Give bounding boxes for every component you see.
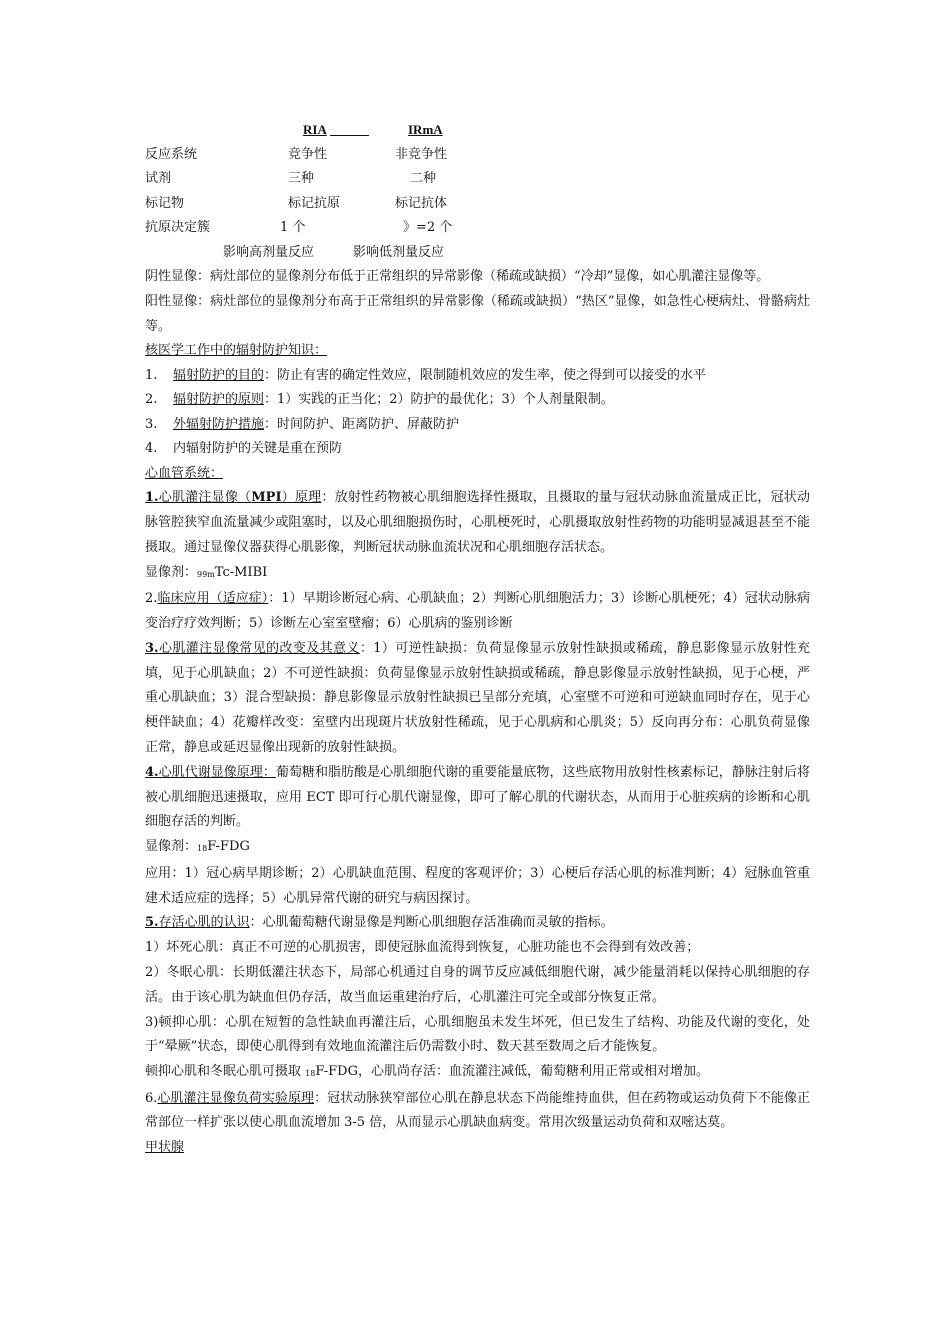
agent-isotope: 18 (197, 844, 208, 854)
item-number: 3. (145, 416, 158, 432)
row-irma: 标记抗体 (395, 195, 448, 211)
myocardium-summary (145, 1060, 810, 1087)
imaging-agent (145, 835, 810, 862)
effect-ria: 影响高剂量反应 (223, 244, 315, 260)
agent-name: Tc-MIBI (214, 564, 268, 580)
section-term: 心肌灌注显像负荷实验原理 (157, 1090, 315, 1106)
section-term: 存活心肌的认识 (158, 915, 250, 931)
section-1 (145, 486, 810, 560)
table-row (145, 216, 810, 241)
document-page (145, 118, 810, 1161)
section-number: 5. (145, 915, 159, 931)
agent-prefix: 显像剂： (145, 839, 198, 855)
section-text: 葡萄糖和脂肪酸是心肌细胞代谢的重要能量底物，这些底物用放射性核素标记，静脉注射后将被心肌细胞迅速摄取，应用 ECT 即可行心肌代谢显像，即可了解心肌的代谢状态，从而用于心脏疾病的诊断和心肌细胞存活的判断。 (145, 764, 810, 830)
row-label: 抗原决定簇 (145, 220, 211, 235)
section-6 (145, 1087, 810, 1137)
section-2 (145, 587, 810, 637)
list-item (145, 388, 810, 413)
section-3 (145, 637, 810, 761)
section-number: 4. (145, 764, 159, 780)
agent-prefix: 显像剂： (145, 564, 198, 580)
row-irma: 》=2 个 (403, 220, 453, 235)
section-text: ：心肌葡萄糖代谢显像是判断心肌细胞存活准确而灵敏的指标。 (249, 915, 614, 931)
applications: 应用：1）冠心病早期诊断；2）心肌缺血范围、程度的客观评价；3）心梗后存活心肌的标准判断；4）冠脉血管重建术适应症的选择；5）心肌异常代谢的研究与病因探讨。 (145, 865, 810, 906)
myocardium-necrotic: 1）坏死心肌：真正不可逆的心肌损害，即使冠脉血流得到恢复，心脏功能也不会得到有效改善； (145, 940, 700, 956)
table-row (145, 143, 810, 168)
table-header (145, 118, 810, 143)
thyroid-heading: 甲状腺 (145, 1140, 185, 1156)
section-term-b: MPI (251, 490, 282, 506)
section-text: ：冠状动脉狭窄部位心肌在静息状态下尚能维持血供，但在药物或运动负荷下不能像正常部位一样扩张以使心肌血流增加 3-5 倍，从而显示心肌缺血病变。常用次级量运动负荷和双嘧达莫。 (145, 1090, 810, 1131)
item-text: 内辐射防护的关键是重在预防 (173, 441, 343, 457)
row-ria: 竞争性 (288, 146, 328, 162)
section-term: 临床应用（适应症） (157, 591, 269, 607)
summary-b: F-FDG，心肌尚存活：血流灌注减低，葡萄糖利用正常或相对增加。 (315, 1064, 709, 1080)
section-text: ：放射性药物被心肌细胞选择性摄取，且摄取的量与冠状动脉血流量成正比，冠状动脉管腔狭窄血流量减少或阻塞时，以及心肌细胞损伤时，心肌梗死时，心肌摄取放射性药物的功能明显减退甚至不能摄取。通过显像仪器获得心肌影像，判断冠状动脉血流状况和心肌细胞存活状态。 (145, 490, 810, 555)
header-ria: RIA (303, 122, 327, 137)
section-term: 心肌灌注显像常见的改变及其意义 (158, 640, 360, 656)
row-ria: 1 个 (280, 220, 306, 235)
header-irma: IRmA (408, 122, 443, 137)
item-text: ：时间防护、距离防护、屏蔽防护 (264, 416, 460, 432)
agent-name: F-FDG (207, 839, 250, 855)
section-text: ：1）早期诊断冠心病、心肌缺血；2）判断心肌细胞活力；3）诊断心肌梗死；4）冠状动脉病变治疗疗效判断；5）诊断左心室室壁瘤；6）心肌病的鉴别诊断 (145, 591, 810, 632)
header-gap (330, 118, 369, 143)
row-ria: 三种 (288, 171, 315, 186)
summary-isotope: 18 (305, 1069, 316, 1079)
item-text: ：1）实践的正当化；2）防护的最优化；3）个人剂量限制。 (264, 392, 614, 408)
effect-irma: 影响低剂量反应 (353, 244, 445, 260)
section-number: 3. (145, 640, 159, 656)
table-effect-row (145, 241, 810, 266)
myocardium-stunned: 3)顿抑心肌：心肌在短暂的急性缺血再灌注后，心肌细胞虽未发生坏死，但已发生了结构、功能及代谢的变化，处于“晕厥”状态，即使心肌得到有效地血流灌注后仍需数小时、数天甚至数周之后才能恢复。 (145, 1014, 810, 1055)
item-term: 辐射防护的目的 (173, 367, 265, 383)
row-irma: 非竞争性 (395, 146, 448, 162)
row-label: 试剂 (145, 171, 172, 186)
item-term: 外辐射防护措施 (173, 416, 265, 432)
item-term: 辐射防护的原则 (173, 392, 265, 408)
table-row (145, 192, 810, 217)
item-text: ：防止有害的确定性效应，限制随机效应的发生率，使之得到可以接受的水平 (264, 367, 707, 383)
section-4 (145, 761, 810, 835)
item-number: 1. (145, 367, 158, 383)
section-number: 1. (145, 490, 159, 506)
negative-imaging: 阴性显像：病灶部位的显像剂分布低于正常组织的异常影像（稀疏或缺损）“冷却”显像，如心肌灌注显像等。 (145, 269, 770, 284)
row-label: 反应系统 (145, 146, 198, 162)
section-text: ：1）可逆性缺损：负荷显像显示放射性缺损或稀疏，静息影像显示放射性充填，见于心肌缺血；2）不可逆性缺损：负荷显像显示放射性缺损或稀疏，静息影像显示放射性缺损，见于心梗，严重心肌缺血；3）混合型缺损：静息影像显示放射性缺损已呈部分充填，心室壁不可逆和可逆缺血同时存在，见于心梗伴缺血；4）花瓣样改变：室壁内出现斑片状放射性稀疏，见于心肌病和心肌炎；5）反向再分布：心肌负荷显像正常，静息或延迟显像出现新的放射性缺损。 (145, 640, 810, 756)
cardio-heading: 心血管系统： (145, 465, 224, 481)
radiation-heading: 核医学工作中的辐射防护知识： (145, 343, 328, 359)
agent-isotope: 99m (197, 569, 215, 579)
row-label: 标记物 (145, 195, 185, 211)
positive-imaging: 阳性显像：病灶部位的显像剂分布高于正常组织的异常影像（稀疏或缺损）“热区”显像，如急性心梗病灶、骨骼病灶等。 (145, 293, 810, 334)
table-row (145, 167, 810, 192)
section-number: 6. (145, 1090, 158, 1106)
list-item (145, 364, 810, 389)
row-irma: 二种 (410, 171, 437, 186)
list-item (145, 413, 810, 438)
section-5 (145, 911, 810, 936)
item-number: 4. (145, 441, 158, 457)
item-number: 2. (145, 392, 158, 408)
summary-a: 顿抑心肌和冬眠心肌可摄取 (145, 1064, 306, 1080)
row-ria: 标记抗原 (288, 195, 341, 211)
myocardium-hibernating: 2）冬眠心肌：长期低灌注状态下，局部心机通过自身的调节反应减低细胞代谢，减少能量消耗以保持心肌细胞的存活。由于该心肌为缺血但仍存活，故当血运重建治疗后，心肌灌注可完全或部分恢复正常。 (145, 964, 810, 1005)
section-term-a: 心肌灌注显像（ (158, 490, 252, 506)
section-number: 2. (145, 591, 158, 607)
imaging-agent (145, 561, 810, 588)
list-item (145, 437, 810, 462)
section-term: 心肌代谢显像原理： (158, 764, 276, 780)
section-term-c: ）原理 (281, 490, 322, 506)
